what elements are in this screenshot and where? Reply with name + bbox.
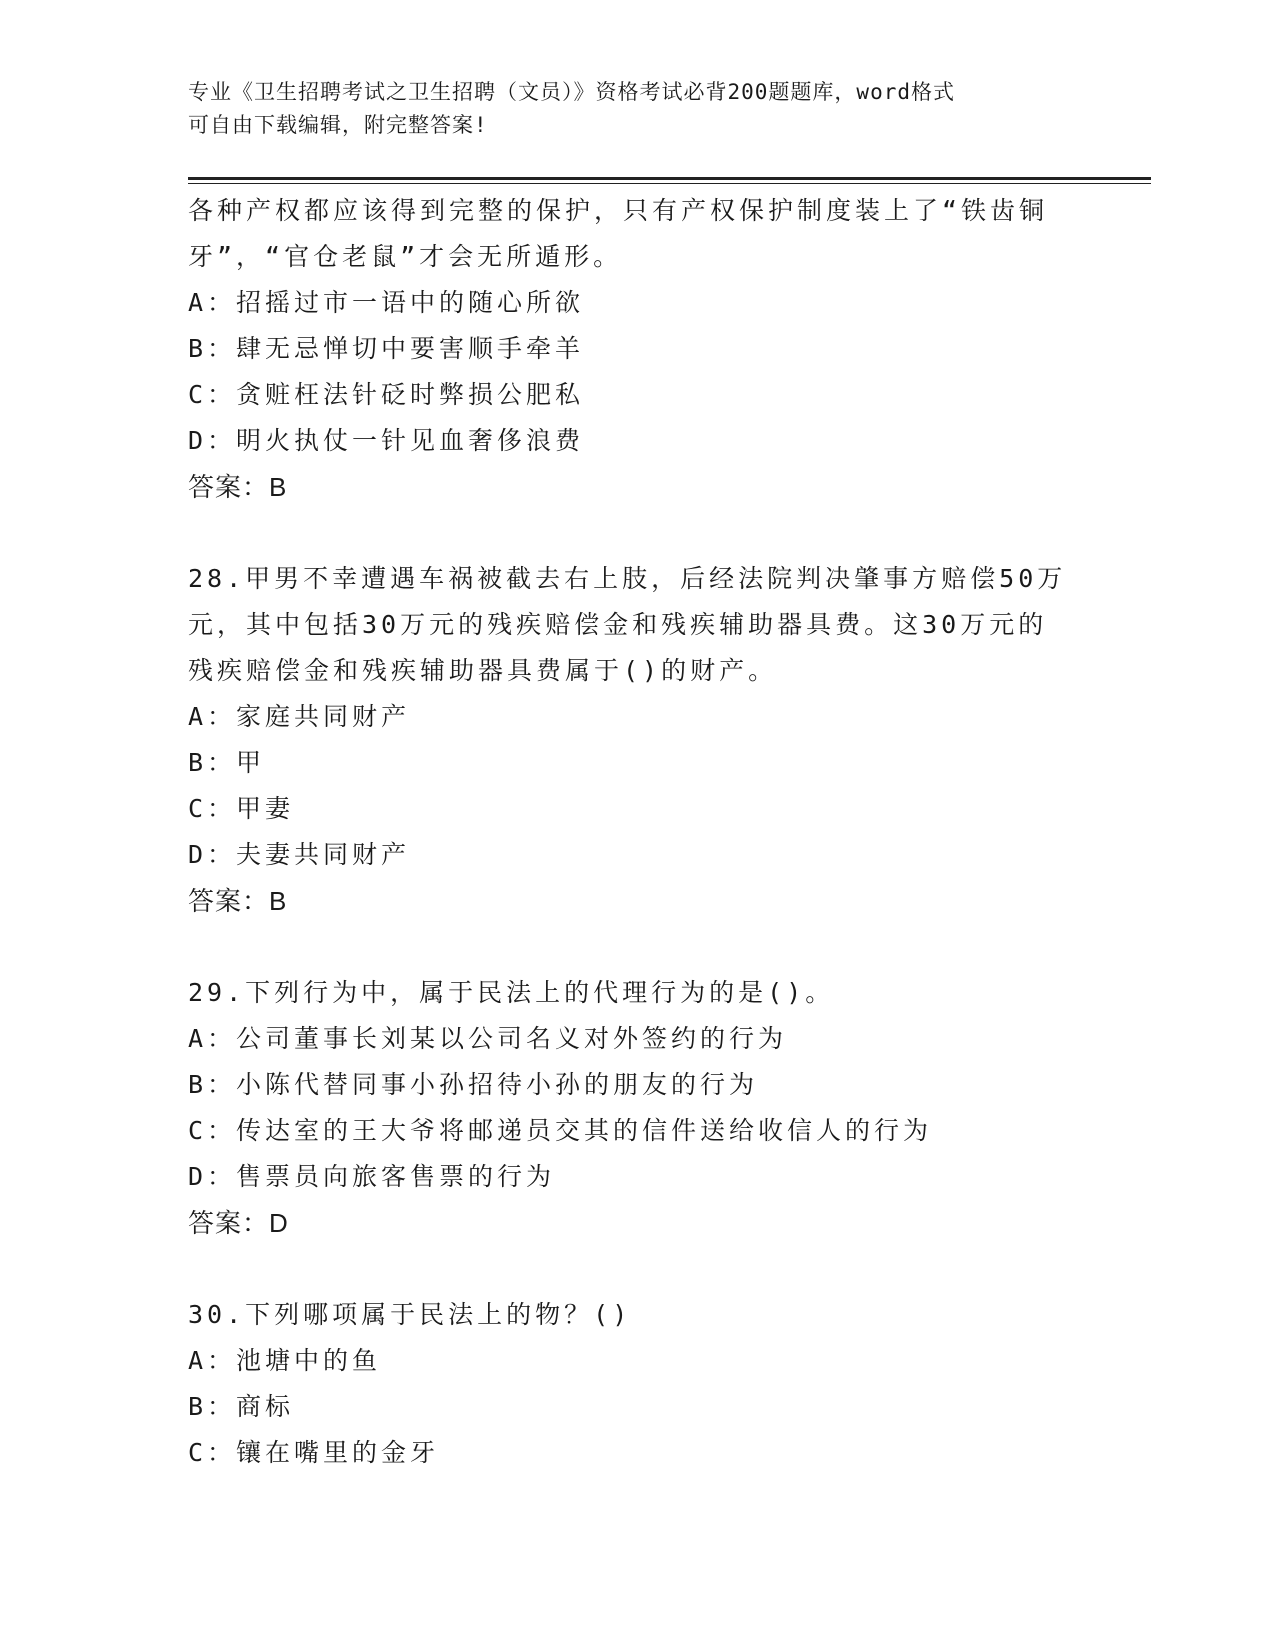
header-line-2: 可自由下载编辑，附完整答案! xyxy=(188,113,488,137)
spacer xyxy=(188,1246,1088,1292)
question-block-27 xyxy=(188,188,1088,510)
option-b: B：小陈代替同事小孙招待小孙的朋友的行为 xyxy=(188,1070,759,1099)
option-a: A：家庭共同财产 xyxy=(188,702,411,731)
spacer xyxy=(188,510,1088,556)
question-text-line: 残疾赔偿金和残疾辅助器具费属于()的财产。 xyxy=(188,656,778,685)
question-text-line: 30.下列哪项属于民法上的物？() xyxy=(188,1300,632,1329)
option-c: C：镶在嘴里的金牙 xyxy=(188,1438,440,1467)
header-divider-thick xyxy=(188,177,1151,180)
question-text-line: 29.下列行为中，属于民法上的代理行为的是()。 xyxy=(188,978,835,1007)
option-d: D：夫妻共同财产 xyxy=(188,840,411,869)
header-divider-thin xyxy=(188,183,1151,184)
option-d: D：明火执仗一针见血奢侈浪费 xyxy=(188,426,585,455)
option-d: D：售票员向旅客售票的行为 xyxy=(188,1162,556,1191)
option-a: A：公司董事长刘某以公司名义对外签约的行为 xyxy=(188,1024,788,1053)
header-line-1: 专业《卫生招聘考试之卫生招聘（文员）》资格考试必背200题题库，word格式 xyxy=(188,80,955,104)
option-b: B：商标 xyxy=(188,1392,295,1421)
option-b: B：甲 xyxy=(188,748,266,777)
option-a: A：池塘中的鱼 xyxy=(188,1346,382,1375)
question-text-line: 元，其中包括30万元的残疾赔偿金和残疾辅助器具费。这30万元的 xyxy=(188,610,1048,639)
answer-line: 答案：B xyxy=(188,886,288,916)
question-text-line: 28.甲男不幸遭遇车祸被截去右上肢，后经法院判决肇事方赔偿50万 xyxy=(188,564,1067,593)
document-header xyxy=(188,76,1068,142)
question-block-28 xyxy=(188,556,1088,924)
option-c: C：贪赃枉法针砭时弊损公肥私 xyxy=(188,380,585,409)
question-text-line: 各种产权都应该得到完整的保护，只有产权保护制度装上了“铁齿铜 xyxy=(188,196,1049,225)
option-c: C：传达室的王大爷将邮递员交其的信件送给收信人的行为 xyxy=(188,1116,933,1145)
question-text-line: 牙”，“官仓老鼠”才会无所遁形。 xyxy=(188,242,623,271)
question-block-29 xyxy=(188,970,1088,1246)
option-c: C：甲妻 xyxy=(188,794,295,823)
spacer xyxy=(188,924,1088,970)
document-body xyxy=(188,188,1088,1476)
option-b: B：肆无忌惮切中要害顺手牵羊 xyxy=(188,334,585,363)
answer-line: 答案：D xyxy=(188,1208,289,1238)
question-block-30 xyxy=(188,1292,1088,1476)
answer-line: 答案：B xyxy=(188,472,288,502)
option-a: A：招摇过市一语中的随心所欲 xyxy=(188,288,585,317)
